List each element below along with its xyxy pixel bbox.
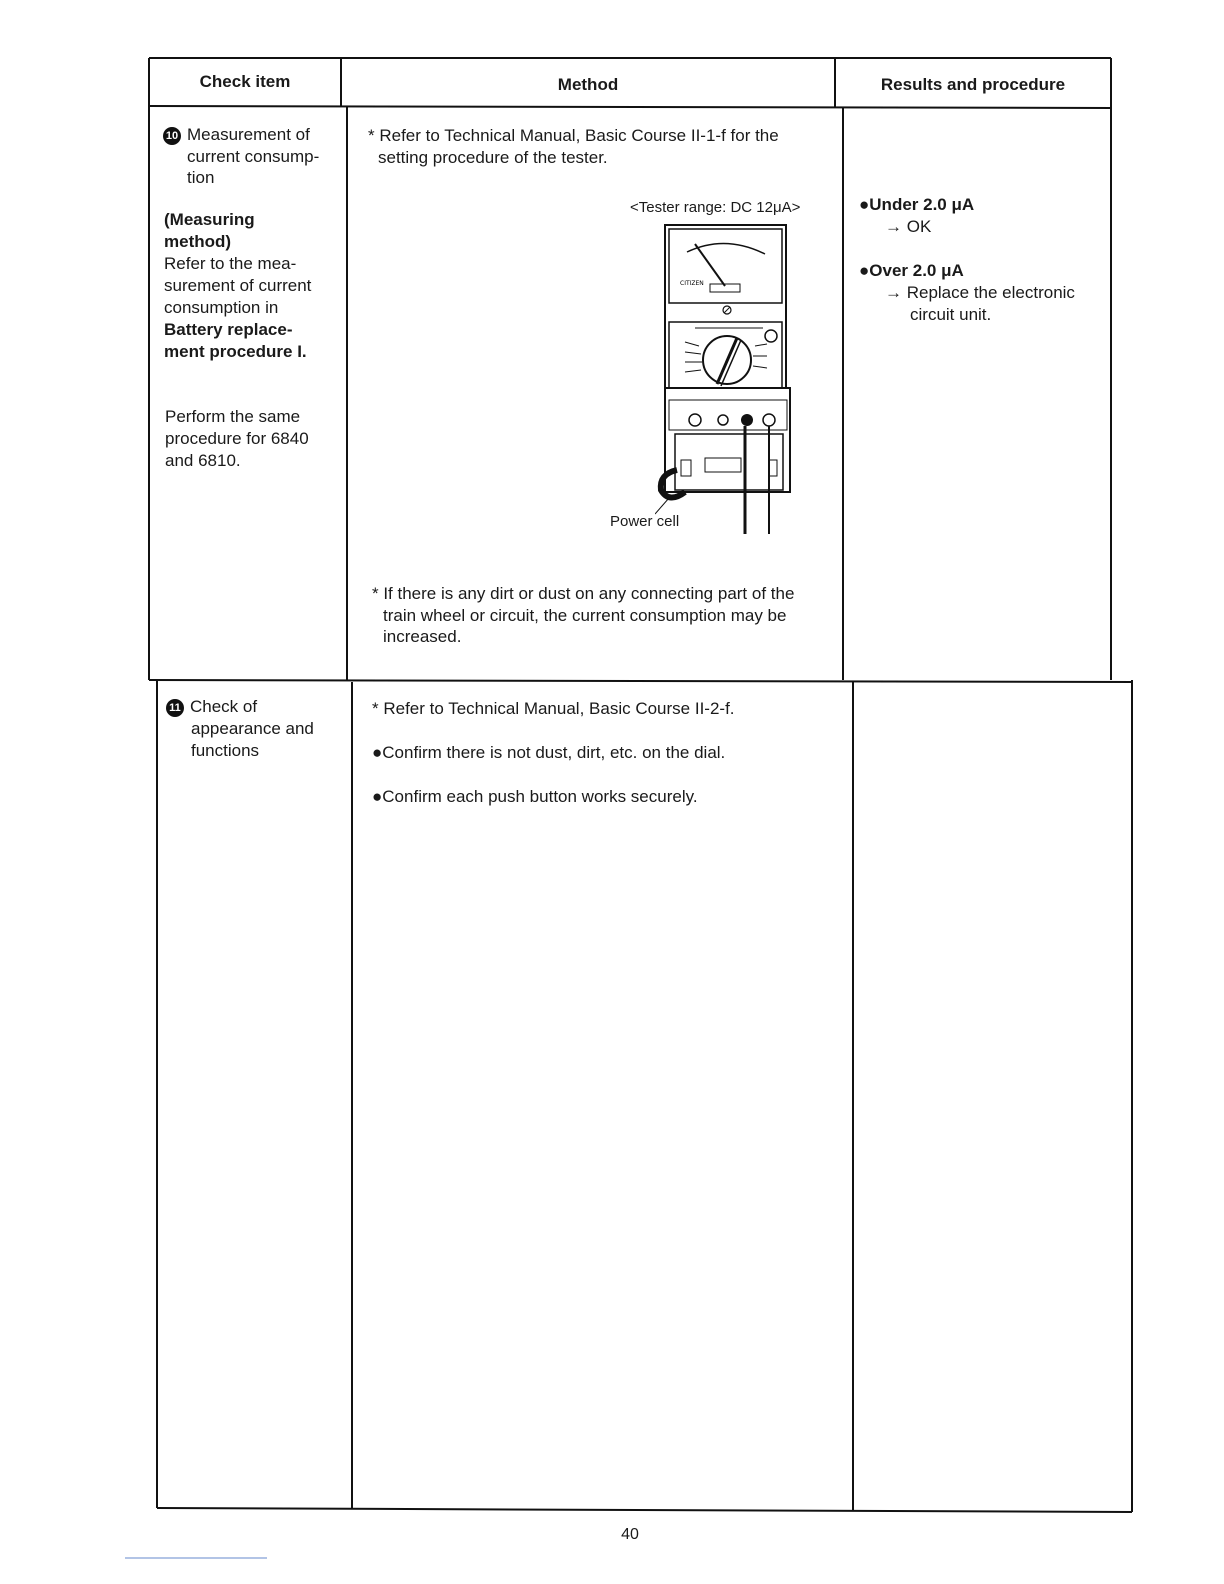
perform-line-2: procedure for 6840 [165, 429, 309, 448]
perform-line-3: and 6810. [165, 451, 241, 470]
row10-method-refer-2: setting procedure of the tester. [378, 148, 608, 167]
header-method: Method [557, 75, 619, 94]
meter-brand: CITIZEN [680, 280, 704, 287]
row10-check-line-3: tion [187, 168, 215, 187]
row11-method-refer: * Refer to Technical Manual, Basic Course II-2-f. [372, 699, 735, 718]
result-under-action: → OK [885, 217, 932, 236]
dirt-note-1: * If there is any dirt or dust on any connecting part of the [372, 584, 795, 603]
confirm-button-text: Confirm each push button works securely. [382, 787, 698, 806]
result-under-title: Under 2.0 μA [869, 195, 975, 214]
row10-badge: 10 [163, 127, 181, 145]
row10-check-item [163, 124, 310, 146]
refer-line-2: surement of current [164, 276, 312, 295]
perform-line-1: Perform the same [165, 407, 301, 426]
row10-check-line-2: current consump- [187, 147, 320, 166]
refer-line-3: consumption in [164, 298, 279, 317]
measuring-method-line-2: method) [164, 232, 232, 251]
row10-method-refer-1: * Refer to Technical Manual, Basic Course II-1-f for the [368, 126, 779, 145]
battery-line-1: Battery replace- [164, 320, 293, 339]
battery-line-2: ment procedure I. [164, 342, 307, 361]
result-under: ●Under 2.0 μA [859, 195, 975, 214]
tester-range: <Tester range: DC 12μA> [630, 199, 801, 216]
result-over-title: Over 2.0 μA [869, 261, 964, 280]
refer-line-1: Refer to the mea- [164, 254, 297, 273]
row11-check-item [166, 696, 257, 718]
row11-check-line-2: appearance and [191, 719, 314, 738]
dirt-note-3: increased. [383, 627, 462, 646]
multimeter-illustration [655, 222, 795, 552]
measuring-method-line-1: (Measuring [164, 210, 255, 229]
dirt-note-2: train wheel or circuit, the current consumption may be [383, 606, 787, 625]
confirm-dial-text: Confirm there is not dust, dirt, etc. on the dial. [382, 743, 726, 762]
confirm-dial: ●Confirm there is not dust, dirt, etc. on the dial. [372, 743, 726, 762]
header-check-item: Check item [199, 72, 291, 91]
result-over: ●Over 2.0 μA [859, 261, 964, 280]
row11-check-line-1: Check of [190, 697, 258, 716]
row10-check-line-1: Measurement of [187, 125, 310, 144]
result-over-action-1: → Replace the electronic [885, 283, 1075, 302]
power-cell-label: Power cell [610, 513, 680, 530]
row11-check-line-3: functions [191, 741, 260, 760]
confirm-button: ●Confirm each push button works securely. [372, 787, 698, 806]
header-results: Results and procedure [880, 75, 1066, 94]
row11-badge: 11 [166, 699, 184, 717]
result-over-action-2: circuit unit. [910, 305, 992, 324]
page-number: 40 [621, 1526, 639, 1543]
